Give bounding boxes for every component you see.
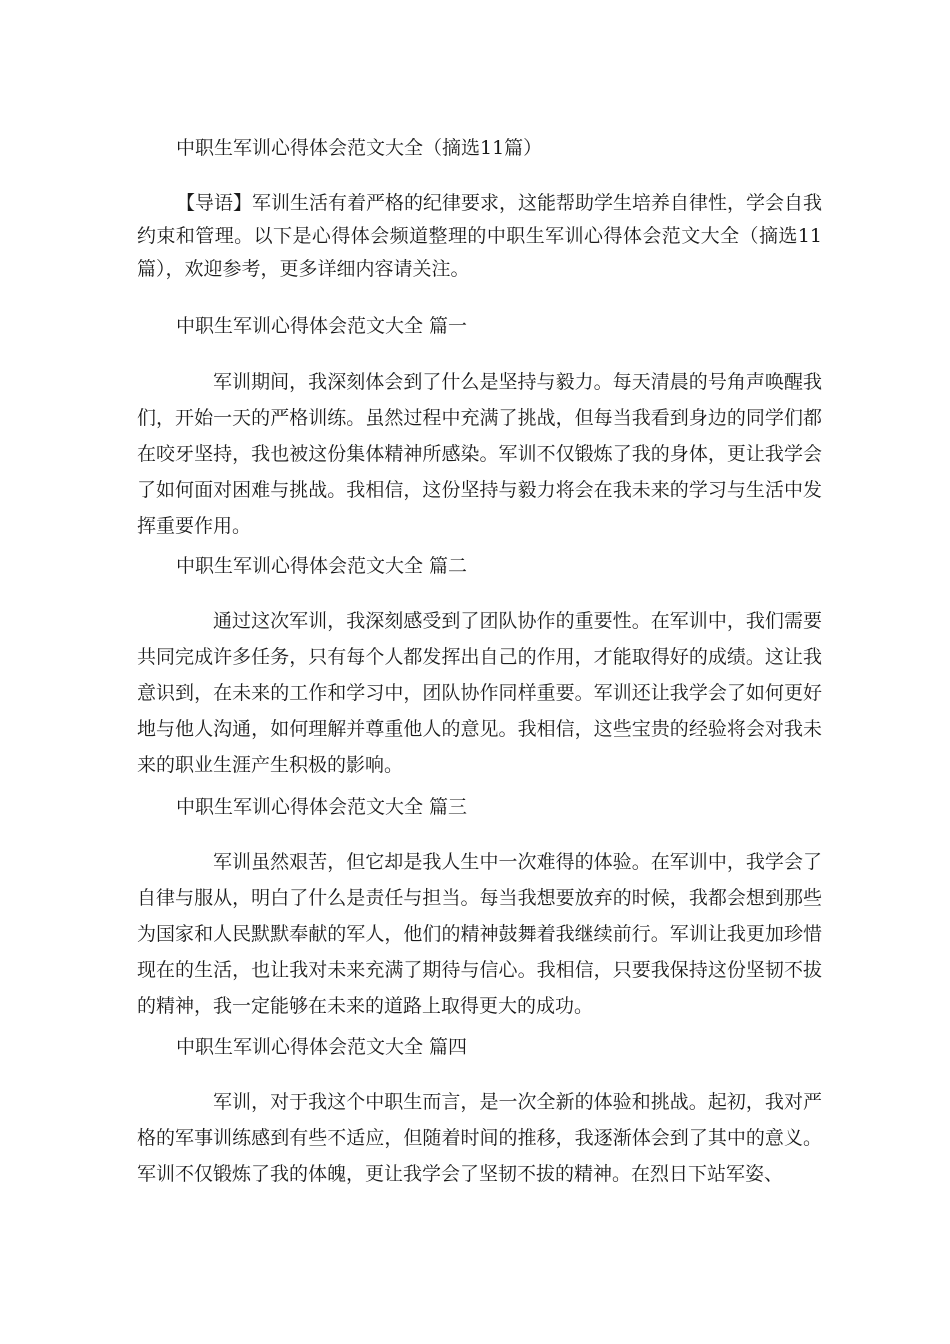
section-heading: 中职生军训心得体会范文大全 篇三 — [176, 796, 468, 818]
section-body: 军训，对于我这个中职生而言，是一次全新的体验和挑战。起初，我对严格的军事训练感到有些不适应，但随着时间的推移，我逐渐体会到了其中的意义。军训不仅锻炼了我的体魄，更让我学会了坚韧不拔的精神。在烈日下站军姿、 — [137, 1091, 822, 1185]
document-title: 中职生军训心得体会范文大全（摘选11篇） — [176, 137, 543, 159]
section-heading: 中职生军训心得体会范文大全 篇二 — [176, 555, 468, 577]
section-body: 通过这次军训，我深刻感受到了团队协作的重要性。在军训中，我们需要共同完成许多任务，只有每个人都发挥出自己的作用，才能取得好的成绩。这让我意识到，在未来的工作和学习中，团队协作同样重要。军训还让我学会了如何更好地与他人沟通，如何理解并尊重他人的意见。我相信，这些宝贵的经验将会对我未来的职业生涯产生积极的影响。 — [137, 610, 822, 776]
section-body: 军训期间，我深刻体会到了什么是坚持与毅力。每天清晨的号角声唤醒我们，开始一天的严格训练。虽然过程中充满了挑战，但每当我看到身边的同学们都在咬牙坚持，我也被这份集体精神所感染。军训不仅锻炼了我的身体，更让我学会了如何面对困难与挑战。我相信，这份坚持与毅力将会在我未来的学习与生活中发挥重要作用。 — [137, 371, 822, 537]
section-body: 军训虽然艰苦，但它却是我人生中一次难得的体验。在军训中，我学会了自律与服从，明白了什么是责任与担当。每当我想要放弃的时候，我都会想到那些为国家和人民默默奉献的军人，他们的精神鼓舞着我继续前行。军训让我更加珍惜现在的生活，也让我对未来充满了期待与信心。我相信，只要我保持这份坚韧不拔的精神，我一定能够在未来的道路上取得更大的成功。 — [137, 851, 822, 1017]
intro-paragraph: 【导语】军训生活有着严格的纪律要求，这能帮助学生培养自律性，学会自我约束和管理。以下是心得体会频道整理的中职生军训心得体会范文大全（摘选11篇），欢迎参考，更多详细内容请关注。 — [137, 192, 823, 280]
section-heading: 中职生军训心得体会范文大全 篇四 — [176, 1036, 468, 1058]
section-heading: 中职生军训心得体会范文大全 篇一 — [176, 315, 468, 337]
